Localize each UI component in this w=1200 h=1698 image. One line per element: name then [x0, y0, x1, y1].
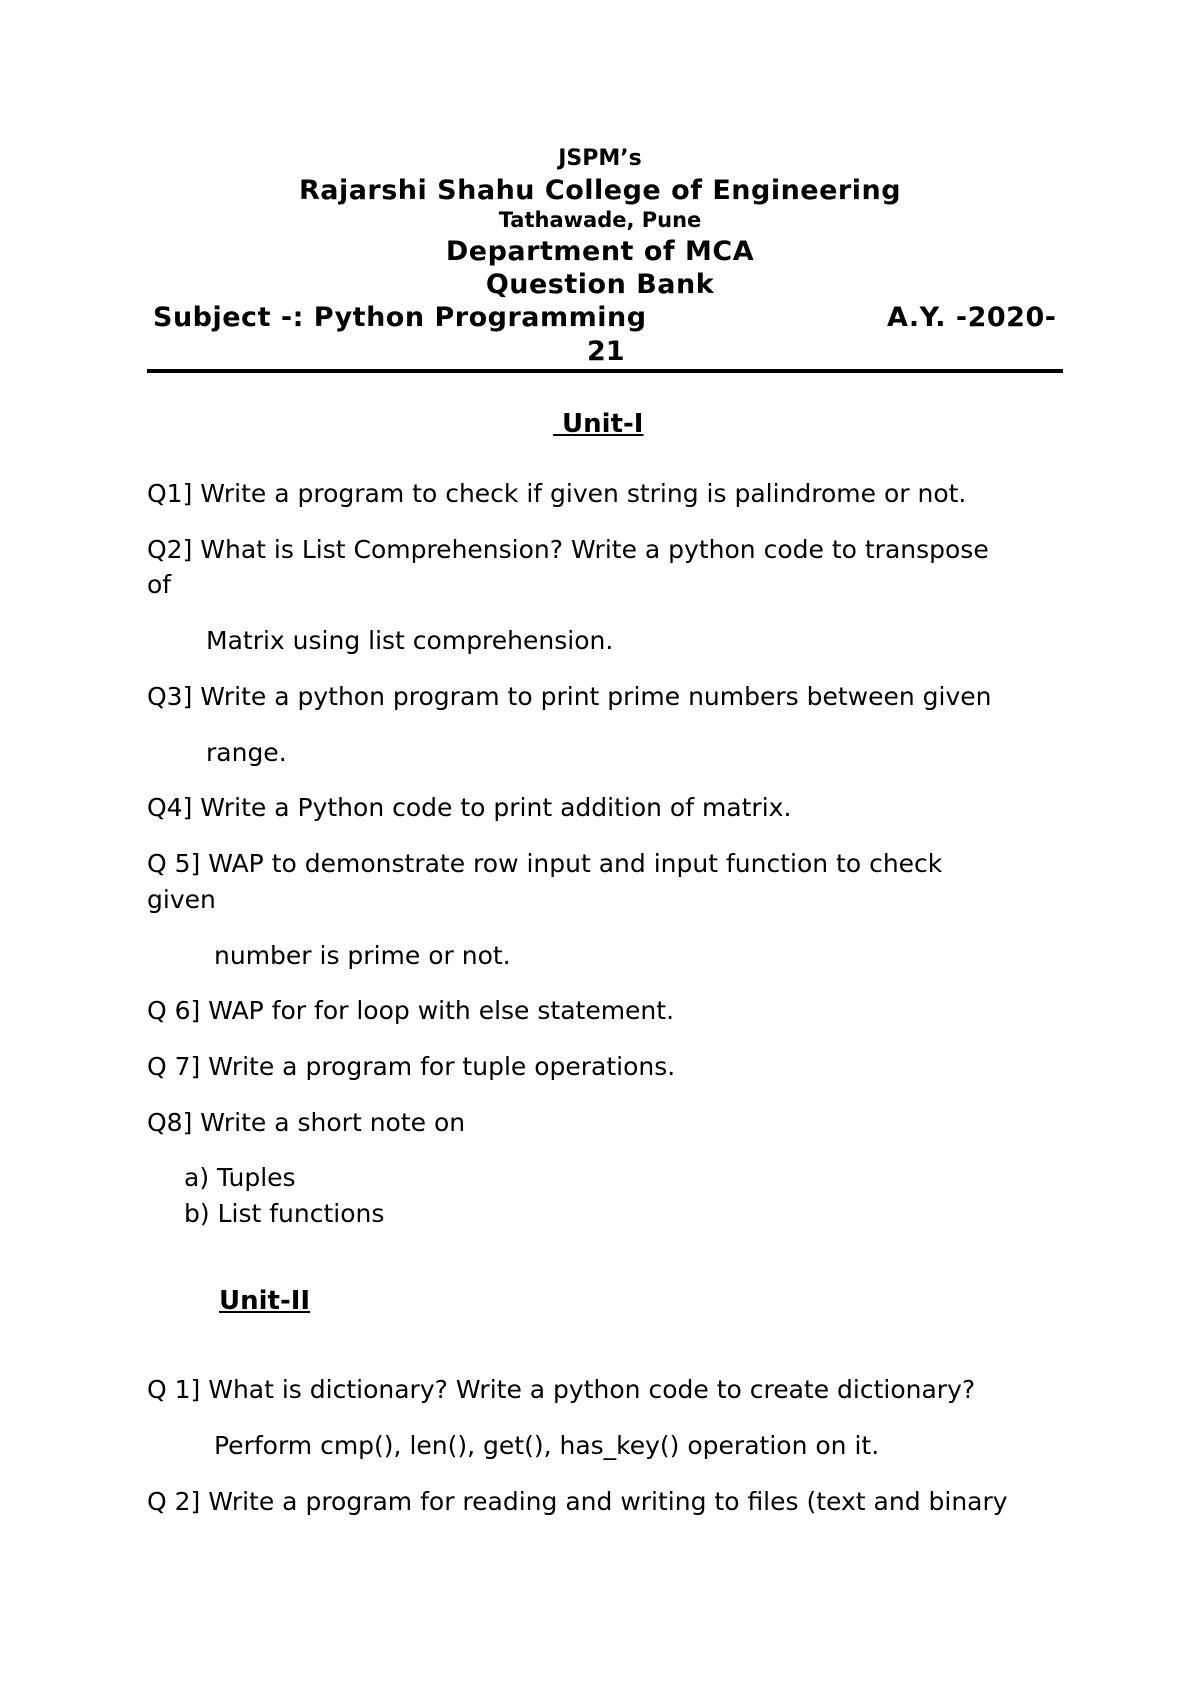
unit1-question-5-wrap: given	[147, 885, 216, 914]
department-name: Department of MCA	[445, 236, 755, 267]
unit1-question-5: Q 5] WAP to demonstrate row input and input function to check	[147, 849, 943, 878]
unit1-question-6: Q 6] WAP for for loop with else statement.	[147, 996, 675, 1025]
header-divider	[147, 369, 1063, 373]
unit2-question-1: Q 1] What is dictionary? Write a python code to create dictionary?	[147, 1375, 976, 1404]
unit2-question-2: Q 2] Write a program for reading and writing to files (text and binary	[147, 1487, 1008, 1516]
academic-year-continued: 21	[587, 336, 625, 367]
college-name: Rajarshi Shahu College of Engineering	[298, 175, 902, 206]
unit2-question-1-cont: Perform cmp(), len(), get(), has_key() operation on it.	[214, 1431, 880, 1460]
subject-line: Subject -: Python Programming	[153, 302, 647, 333]
unit1-question-2-cont: Matrix using list comprehension.	[206, 626, 614, 655]
academic-year: A.Y. -2020-	[887, 302, 1057, 333]
unit1-question-7: Q 7] Write a program for tuple operations.	[147, 1052, 676, 1081]
unit-1-heading: Unit-I	[553, 409, 644, 439]
document-type: Question Bank	[485, 269, 715, 300]
unit1-question-4: Q4] Write a Python code to print addition of matrix.	[147, 793, 792, 822]
unit1-question-1: Q1] Write a program to check if given string is palindrome or not.	[147, 479, 967, 508]
unit1-question-5-cont: number is prime or not.	[214, 941, 511, 970]
unit1-question-8: Q8] Write a short note on	[147, 1108, 466, 1137]
unit1-question-3: Q3] Write a python program to print prime numbers between given	[147, 682, 992, 711]
unit1-question-3-cont: range.	[206, 738, 287, 767]
college-location: Tathawade, Pune	[498, 208, 702, 232]
unit1-question-8-item-a: a) Tuples	[184, 1163, 296, 1192]
org-name: JSPM’s	[558, 146, 642, 171]
unit1-question-2-wrap: of	[147, 570, 172, 599]
unit-2-heading: Unit-II	[219, 1286, 311, 1316]
unit1-question-8-item-b: b) List functions	[184, 1199, 385, 1228]
unit1-question-2: Q2] What is List Comprehension? Write a python code to transpose	[147, 535, 989, 564]
